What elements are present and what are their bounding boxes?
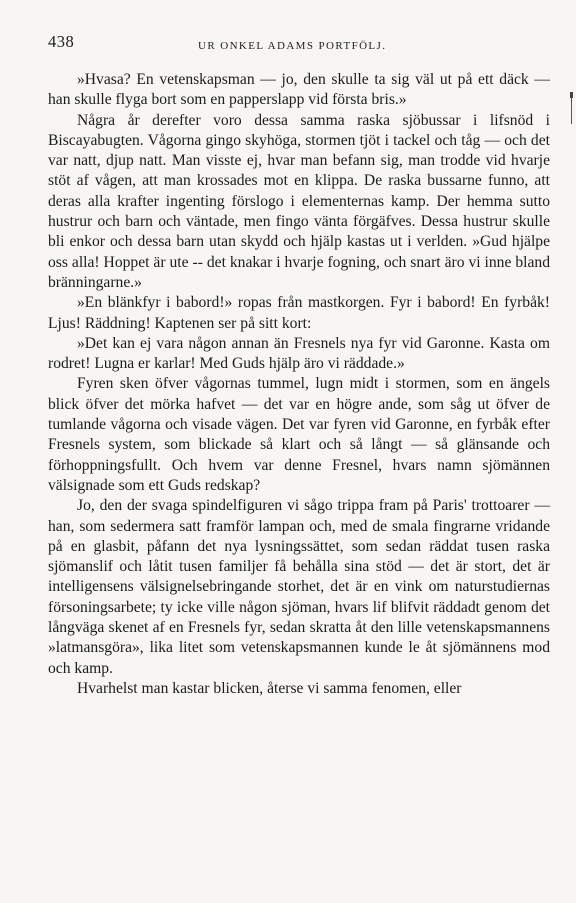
paragraph: »En blänkfyr i babord!» ropas från mastkorgen. Fyr i babord! En fyrbåk! Ljus! Räddning! Kaptenen ser på sitt kort:	[48, 294, 550, 332]
page-number: 438	[48, 32, 75, 51]
paragraph: Hvarhelst man kastar blicken, återse vi samma fenomen, eller	[77, 679, 462, 697]
paragraph: Några år derefter voro dessa samma raska sjöbussar i lifsnöd i Biscayabugten. Vågorna gingo skyhöga, stormen tjöt i tackel och tåg — och det var natt, djup natt. Man visste ej, hvar man befann sig, man trodde vid hvarje stöt af vågen, att man krossades mot en klippa. De raska bussarne funno, att deras alla krafter ingenting förslogo i elementernas kamp. Der hemma sutto hustrur och barn och väntade, men fingo vänta förgäfves. Dessa hustrur skulle bli enkor och dessa barn utan skydd och hjälp kastas ut i verlden. »Gud hjälpe oss alla! Hoppet är ute -- det knakar i hvarje fogning, och snart äro vi inne bland bränningarne.»	[48, 111, 550, 291]
body-text	[48, 70, 550, 699]
paragraph: »Det kan ej vara någon annan än Fresnels nya fyr vid Garonne. Kasta om rodret! Lugna er karlar! Med Guds hjälp äro vi räddade.»	[48, 334, 550, 373]
paragraph: »Hvasa? En vetenskapsman — jo, den skulle ta sig väl ut på ett däck — han skulle flyga bort som en papperslapp vid första bris.»	[48, 71, 550, 109]
paragraph: Jo, den der svaga spindelfiguren vi sågo trippa fram på Paris' trottoarer — han, som sedermera satt framför lampan och, med de smala fingrarne vridande på en glasbit, påfann det nya lysningssättet, som sedan räddat tusen raska sjömanslif och låtit tusen familjer få behålla sina stöd — det är stort, det är intelligensens välsignelsebringande storhet, det är en vink om naturstudiernas försoningsarbete; ty icke ville någon sjöman, hvars lif blifvit räddadt genom det långväga skenet af en Fresnels fyr, sedan skratta åt den lille vetenskapsmannens »latmansgöra», lika litet som vetenskapsmannen kunde le åt sjömännens mod och kamp.	[48, 497, 550, 677]
running-title: UR ONKEL ADAMS PORTFÖLJ.	[198, 40, 387, 52]
paragraph: Fyren sken öfver vågornas tummel, lugn midt i stormen, som en ängels blick öfver det mörka hafvet — det var en högre ande, som såg ut öfver de tumlande vågorna och visade vägen. Det var fyren vid Garonne, en fyrbåk efter Fresnels system, som blickade så klart och så långt — så glänsande och förhoppningsfullt. Och hvem var denne Fresnel, hvars namn sjömännen välsignade som ett Guds redskap?	[48, 375, 550, 494]
margin-mark-line	[571, 98, 572, 124]
page-header	[48, 30, 550, 70]
